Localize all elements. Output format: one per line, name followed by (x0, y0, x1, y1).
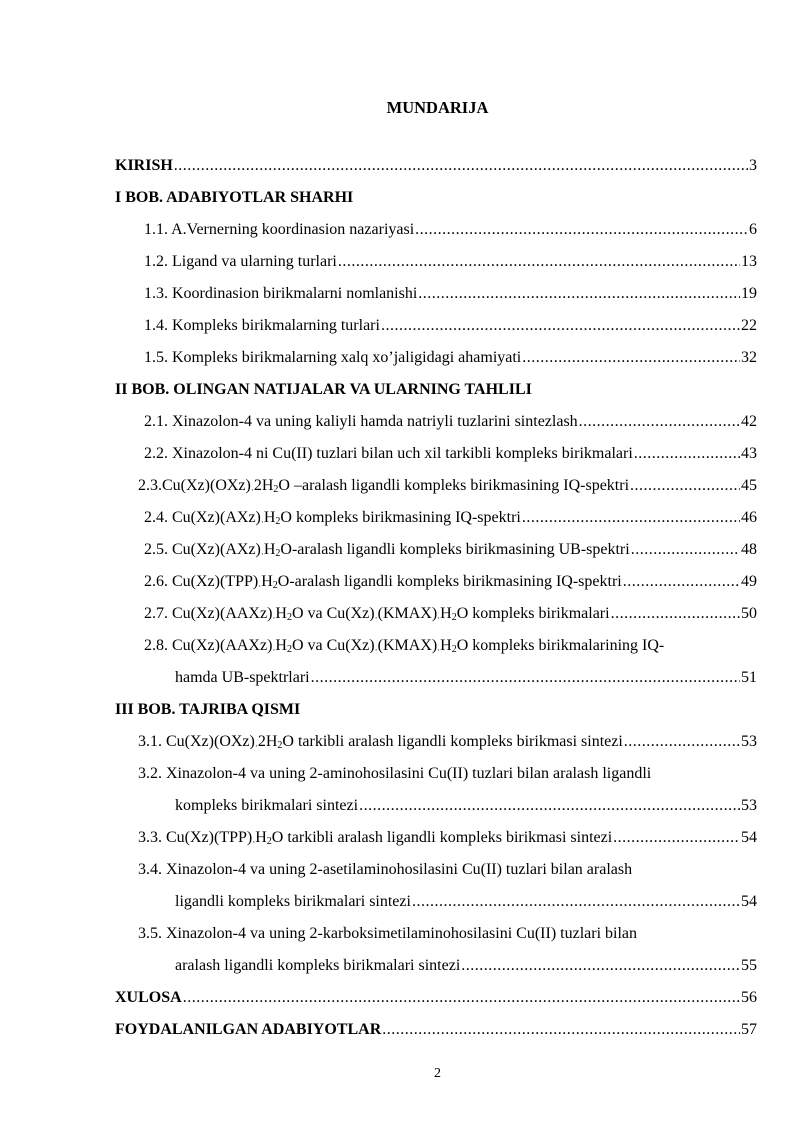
toc-entry-line1[interactable]: 3.5. Xinazolon-4 va uning 2-karboksimetilaminohosilasini Cu(II) tuzlari bilan (138, 925, 638, 942)
toc-entry[interactable] (115, 534, 757, 566)
toc-page-number: 19 (741, 285, 757, 302)
toc-page-number: 51 (741, 669, 757, 686)
table-of-contents (115, 150, 757, 1046)
toc-entry-label: KIRISH (115, 157, 173, 174)
toc-entry-intro[interactable] (115, 150, 757, 182)
toc-page-number: 42 (741, 413, 757, 430)
dot-leader (382, 1014, 740, 1046)
toc-entry[interactable] (115, 246, 757, 278)
toc-page-number: 50 (741, 605, 757, 622)
dot-leader (338, 246, 740, 278)
toc-entry[interactable] (115, 566, 757, 598)
toc-page-number: 3 (749, 157, 757, 174)
toc-entry[interactable] (115, 438, 757, 470)
toc-entry-continuation[interactable] (115, 790, 757, 822)
dot-leader (359, 790, 740, 822)
toc-entry-label: 1.5. Kompleks birikmalarning xalq xo’jaligidagi ahamiyati (144, 349, 522, 366)
toc-page-number: 55 (741, 957, 757, 974)
chapter-heading: III BOB. TAJRIBA QISMI (115, 701, 301, 718)
toc-page-number: 13 (741, 253, 757, 270)
toc-entry-label: hamda UB-spektrlari (175, 669, 310, 686)
dot-leader (579, 406, 740, 438)
toc-entry-label: ligandli kompleks birikmalari sintezi (175, 893, 411, 910)
toc-page-number: 43 (741, 445, 757, 462)
toc-entry-label: 3.1. $Cu(Xz)(OXz)\cdot 2H_2O$ tarkibli aralash ligandli kompleks birikmasi sintezi (138, 733, 623, 751)
toc-entry[interactable] (115, 726, 757, 758)
dot-leader (311, 662, 740, 694)
toc-entry-references[interactable] (115, 1014, 757, 1046)
toc-entry[interactable] (115, 502, 757, 534)
toc-entry-continuation[interactable] (115, 886, 757, 918)
toc-entry-label: 1.3. Koordinasion birikmalarni nomlanishi (144, 285, 418, 302)
toc-entry-label: 1.4. Kompleks birikmalarning turlari (144, 317, 380, 334)
toc-entry-line1[interactable]: 3.4. Xinazolon-4 va uning 2-asetilaminohosilasini Cu(II) tuzlari bilan aralash (138, 861, 633, 878)
dot-leader (174, 150, 748, 182)
toc-page-number: 54 (741, 893, 757, 910)
toc-entry-label: 2.7. $Cu(Xz)(AAXz)\cdot H_2O$ va $Cu(Xz)\cdot(KMAX)\cdot H_2O$ kompleks birikmalari (144, 605, 610, 623)
page-title: MUNDARIJA (386, 98, 489, 117)
toc-page-number: 53 (741, 733, 757, 750)
toc-page-number: 48 (741, 541, 757, 558)
toc-entry-label: 1.2. Ligand va ularning turlari (144, 253, 337, 270)
toc-entry-label: 2.6. $Cu(Xz)(TPP)\cdot H_2O$-aralash ligandli kompleks birikmasining IQ-spektri (144, 573, 622, 591)
dot-leader (630, 470, 740, 502)
chapter-heading: I BOB. ADABIYOTLAR SHARHI (115, 189, 354, 206)
toc-entry-label: 1.1. A.Vernerning koordinasion nazariyasi (144, 221, 415, 238)
toc-entry[interactable] (115, 310, 757, 342)
toc-entry[interactable] (115, 406, 757, 438)
toc-page-number: 57 (741, 1021, 757, 1038)
dot-leader (634, 438, 740, 470)
dot-leader (415, 214, 748, 246)
dot-leader (522, 342, 740, 374)
toc-entry-label: 2.2. Xinazolon-4 ni Cu(II) tuzlari bilan uch xil tarkibli kompleks birikmalari (144, 445, 633, 462)
toc-entry[interactable] (115, 822, 757, 854)
toc-page-number: 45 (741, 477, 757, 494)
dot-leader (631, 534, 740, 566)
toc-entry-label: $2.3.Cu(Xz)(OXz)\cdot 2H_2O$ –aralash ligandli kompleks birikmasining IQ-spektri (138, 477, 630, 495)
toc-entry-label: aralash ligandli kompleks birikmalari sintezi (175, 957, 461, 974)
dot-leader (624, 726, 740, 758)
toc-entry-continuation[interactable] (115, 662, 757, 694)
toc-page-number: 53 (741, 797, 757, 814)
dot-leader (183, 982, 740, 1014)
toc-entry-label: XULOSA (115, 989, 182, 1006)
toc-page-number: 6 (749, 221, 757, 238)
toc-entry-label: 3.3. $Cu(Xz)(TPP)\cdot H_2O$ tarkibli aralash ligandli kompleks birikmasi sintezi (138, 829, 613, 847)
dot-leader (461, 950, 740, 982)
toc-entry-label: 2.5. $Cu(Xz)(AXz)\cdot H_2O$-aralash ligandli kompleks birikmasining UB-spektri (144, 541, 630, 559)
toc-entry-line1[interactable]: 2.8. $Cu(Xz)(AAXz)\cdot H_2O$ va $Cu(Xz)\cdot(KMAX)\cdot H_2O$ kompleks birikmalarining IQ- (144, 637, 665, 655)
dot-leader (418, 278, 740, 310)
toc-entry-continuation[interactable] (115, 950, 757, 982)
chapter-heading: II BOB. OLINGAN NATIJALAR VA ULARNING TAHLILI (115, 381, 532, 398)
toc-entry-conclusion[interactable] (115, 982, 757, 1014)
dot-leader (522, 502, 740, 534)
toc-entry[interactable] (115, 214, 757, 246)
toc-entry[interactable] (115, 470, 757, 502)
toc-entry-label: FOYDALANILGAN ADABIYOTLAR (115, 1021, 382, 1038)
toc-entry-label: kompleks birikmalari sintezi (175, 797, 359, 814)
toc-page-number: 22 (741, 317, 757, 334)
toc-entry[interactable] (115, 278, 757, 310)
page-number: 2 (434, 1066, 441, 1081)
toc-page-number: 54 (741, 829, 757, 846)
dot-leader (613, 822, 740, 854)
dot-leader (611, 598, 740, 630)
toc-page-number: 32 (741, 349, 757, 366)
toc-entry[interactable] (115, 598, 757, 630)
dot-leader (623, 566, 740, 598)
dot-leader (381, 310, 740, 342)
toc-page-number: 56 (741, 989, 757, 1006)
toc-entry-line1[interactable]: 3.2. Xinazolon-4 va uning 2-aminohosilasini Cu(II) tuzlari bilan aralash ligandli (138, 765, 652, 782)
toc-page-number: 46 (741, 509, 757, 526)
toc-page-number: 49 (741, 573, 757, 590)
toc-entry[interactable] (115, 342, 757, 374)
toc-entry-label: 2.1. Xinazolon-4 va uning kaliyli hamda natriyli tuzlarini sintezlash (144, 413, 578, 430)
dot-leader (412, 886, 740, 918)
toc-entry-label: 2.4. $Cu(Xz)(AXz)\cdot H_2O$ kompleks birikmasining IQ-spektri (144, 509, 521, 527)
